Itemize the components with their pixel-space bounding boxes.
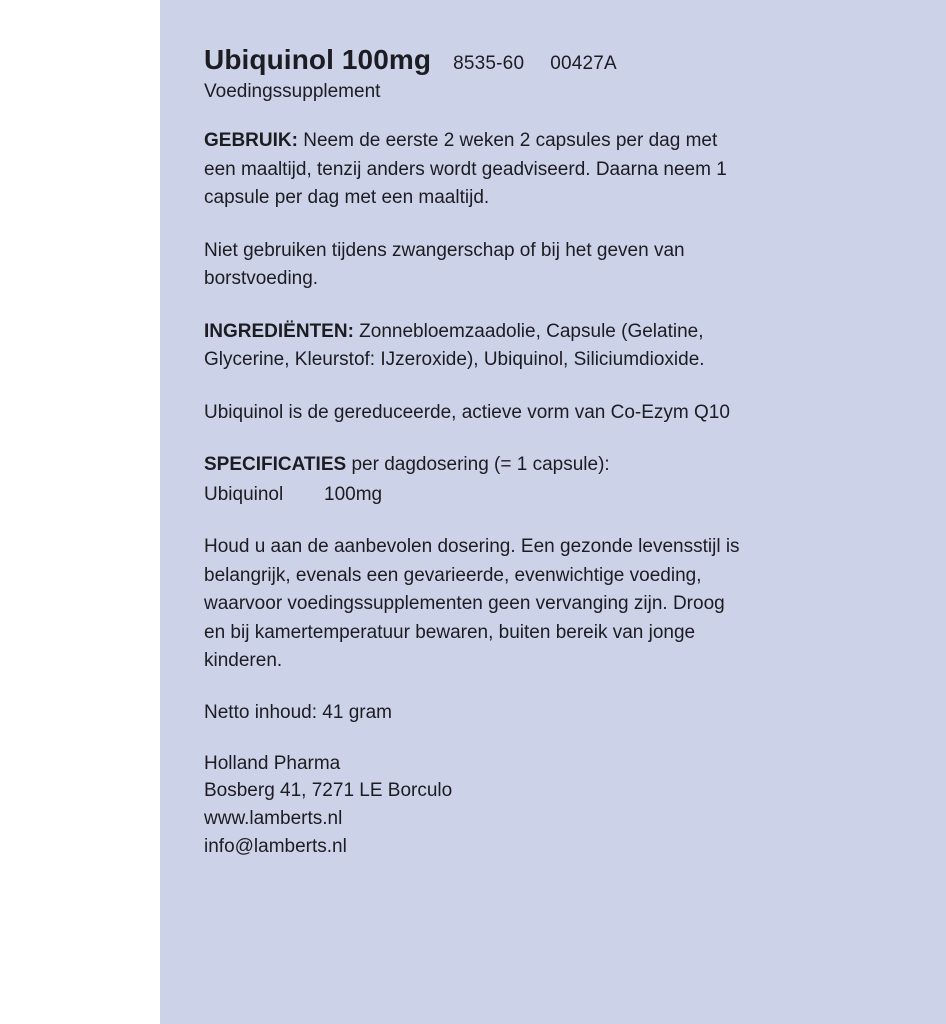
ingredients-paragraph	[204, 318, 749, 375]
supplement-label-panel	[160, 0, 946, 1024]
specifications-subtext: per dagdosering (= 1 capsule):	[346, 454, 610, 475]
spec-row-name: Ubiquinol	[204, 483, 284, 505]
ubiquinol-note-paragraph: Ubiquinol is de gereduceerde, actieve vorm van Co-Ezym Q10	[204, 401, 730, 423]
usage-text: Neem de eerste 2 weken 2 capsules per dag met een maaltijd, tenzij anders wordt geadviseerd. Daarna neem 1 capsule per dag met een maaltijd.	[204, 130, 727, 208]
spec-row	[204, 481, 892, 510]
ingredients-heading: INGREDIËNTEN:	[204, 320, 354, 342]
product-title: Ubiquinol 100mg	[204, 44, 432, 75]
net-content: Netto inhoud: 41 gram	[204, 701, 393, 723]
specifications-heading: SPECIFICATIES	[204, 454, 347, 475]
company-website: www.lamberts.nl	[204, 808, 343, 830]
product-code-2: 00427A	[550, 53, 617, 74]
product-subtitle: Voedingssupplement	[204, 81, 381, 102]
warning-paragraph: Niet gebruiken tijdens zwangerschap of bij het geven van borstvoeding.	[204, 239, 685, 289]
spec-row-value: 100mg	[324, 483, 383, 505]
title-row	[204, 44, 892, 76]
usage-paragraph	[204, 127, 749, 213]
advice-paragraph: Houd u aan de aanbevolen dosering. Een gezonde levensstijl is belangrijk, evenals een gevarieerde, evenwichtige voeding, waarvoor voedingssupplementen geen vervanging zijn. Droog en bij kamertemperatuur bewaren, buiten bereik van jonge kinderen.	[204, 536, 740, 671]
company-email: info@lamberts.nl	[204, 836, 347, 858]
company-address: Bosberg 41, 7271 LE Borculo	[204, 780, 453, 802]
ingredients-text: Zonnebloemzaadolie, Capsule (Gelatine, Glycerine, Kleurstof: IJzeroxide), Ubiquinol, Siliciumdioxide.	[204, 320, 705, 370]
company-name: Holland Pharma	[204, 752, 341, 774]
product-code-1: 8535-60	[453, 53, 525, 74]
specifications-paragraph	[204, 451, 749, 480]
company-address-block	[204, 750, 892, 862]
usage-heading: GEBRUIK:	[204, 130, 298, 151]
